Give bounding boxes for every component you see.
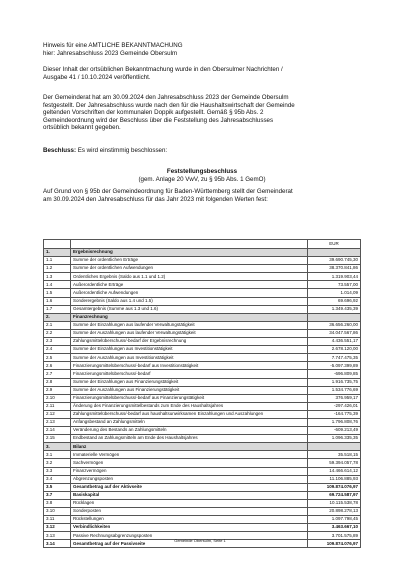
table-row [44, 459, 361, 467]
resolution-text: Es wird einstimmig beschlossen: [76, 147, 168, 154]
intro-line-1: Der Gemeinderat hat am 30.09.2024 den Jahresabschluss 2023 der Gemeinde Obersulm [43, 94, 289, 101]
row-label: Basiskapital [71, 491, 308, 499]
table-row [44, 346, 361, 354]
row-number: 3.11 [44, 516, 71, 524]
intro-line-2: festgestellt. Der Jahresabschluss wurde nach den für die Haushaltswirtschaft der Gemeinde [43, 101, 295, 109]
row-number: 1.4 [44, 281, 71, 289]
row-value: 35.518,15 [308, 451, 361, 459]
header [43, 42, 361, 57]
row-number: 3.7 [44, 491, 71, 499]
table-row [44, 435, 361, 443]
row-label: Immaterielle Vermögen [71, 451, 308, 459]
row-label: Endbestand an Zahlungsmitteln am Ende des Haushaltsjahres [71, 435, 308, 443]
table-row [44, 378, 361, 386]
row-value: 109.874.076,97 [308, 483, 361, 491]
row-label: Ergebnisrechnung [71, 249, 308, 257]
row-value: -5.097.399,89 [308, 362, 361, 370]
table-section-row [44, 249, 361, 257]
table-row [44, 281, 361, 289]
row-value: 11.106.885,93 [308, 475, 361, 483]
row-number: 1.2 [44, 265, 71, 273]
row-number: 3.3 [44, 467, 71, 475]
table-row [44, 329, 361, 337]
row-value: 1.916.735,75 [308, 378, 361, 386]
row-number: 3.2 [44, 459, 71, 467]
row-number: 2.3 [44, 338, 71, 346]
row-value: -609.213,49 [308, 427, 361, 435]
row-number: 2.15 [44, 435, 71, 443]
row-label: Zahlungsmittelüberschuss/-bedarf der Ergebnisrechnung [71, 338, 308, 346]
header-line-2: hier: Jahresabschluss 2023 Gemeinde Obersulm [43, 49, 178, 57]
row-number: 2. [44, 313, 71, 321]
table-header-row [44, 240, 361, 249]
row-label: Veränderung des Bestands an Zahlungsmitteln [71, 427, 308, 435]
row-label: Finanzierungsmittelüberschuss/-bedarf aus Finanzierungstätigkeit [71, 394, 308, 402]
row-number: 2.11 [44, 402, 71, 410]
row-label: Gesamtbetrag auf der Passivseite [71, 540, 308, 548]
row-number: 2.2 [44, 329, 71, 337]
row-value [308, 249, 361, 257]
row-number: 1.6 [44, 297, 71, 305]
table-row [44, 338, 361, 346]
row-number: 2.8 [44, 378, 71, 386]
row-number: 2.1 [44, 321, 71, 329]
table-row [44, 516, 361, 524]
row-value: 20.898.278,13 [308, 508, 361, 516]
row-label: Rücklagen [71, 499, 308, 507]
row-number: 3.13 [44, 532, 71, 540]
row-value: 1.349.435,39 [308, 305, 361, 313]
row-label: Bilanz [71, 443, 308, 451]
table-row [44, 508, 361, 516]
row-number: 3.8 [44, 499, 71, 507]
row-number: 3.4 [44, 475, 71, 483]
table-row [44, 483, 361, 491]
table-row [44, 499, 361, 507]
row-label: Finanzierungsmittelüberschuss/-bedarf aus Investitionstätigkeit [71, 362, 308, 370]
financial-table [43, 239, 361, 548]
row-label: Summe der Einzahlungen aus Investitionstätigkeit [71, 346, 308, 354]
row-value: 69.696,92 [308, 297, 361, 305]
resolution-title: Feststellungsbeschluss [166, 168, 238, 175]
row-number: 2.5 [44, 354, 71, 362]
row-number: 3.5 [44, 483, 71, 491]
row-label: Summe der Einzahlungen aus Finanzierungstätigkeit [71, 378, 308, 386]
table-row [44, 305, 361, 313]
row-number: 1.3 [44, 273, 71, 281]
row-label: Rückstellungen [71, 516, 308, 524]
row-value: 38.370.841,86 [308, 265, 361, 273]
row-number: 1.5 [44, 289, 71, 297]
row-value: 4.436.551,17 [308, 338, 361, 346]
row-label: Finanzvermögen [71, 467, 308, 475]
row-label: Abgrenzungsposten [71, 475, 308, 483]
row-value: -297.426,01 [308, 402, 361, 410]
row-value: 3.463.667,10 [308, 524, 361, 532]
table-section-row [44, 313, 361, 321]
row-value [308, 443, 361, 451]
table-row [44, 451, 361, 459]
row-number: 2.10 [44, 394, 71, 402]
row-value: 36.656.260,00 [308, 321, 361, 329]
row-value: 109.874.076,97 [308, 540, 361, 548]
row-number: 1.1 [44, 257, 71, 265]
table-row [44, 289, 361, 297]
table-row [44, 370, 361, 378]
row-number: 1. [44, 249, 71, 257]
row-label: Summe der Auszahlungen aus Investitionstätigkeit [71, 354, 308, 362]
publication-note-line-1: Dieser Inhalt der ortsüblichen Bekanntmachung wurde in den Obersulmer Nachrichten / [43, 66, 283, 73]
row-value: 39.690.745,30 [308, 257, 361, 265]
table-row [44, 418, 361, 426]
row-value: 14.466.614,12 [308, 467, 361, 475]
row-label: Sonderposten [71, 508, 308, 516]
row-label: Summe der Auszahlungen aus Finanzierungstätigkeit [71, 386, 308, 394]
row-value: 2.678.120,00 [308, 346, 361, 354]
publication-note-line-2: Ausgabe 41 / 10.10.2024 veröffentlicht. [43, 73, 151, 81]
table-row [44, 321, 361, 329]
row-value: -164.775,39 [308, 410, 361, 418]
resolution-heading [43, 168, 361, 183]
row-value: 69.724.587,97 [308, 491, 361, 499]
row-value: 1.534.776,69 [308, 386, 361, 394]
intro-paragraph [43, 94, 361, 132]
resolution-line-2: am 30.09.2024 den Jahresabschluss für das Jahr 2023 mit folgenden Werten fest: [43, 195, 268, 203]
resolution-label: Beschluss: [43, 147, 77, 154]
row-label: Anfangsbestand an Zahlungsmitteln [71, 418, 308, 426]
row-value: 376.959,17 [308, 394, 361, 402]
row-number: 2.14 [44, 427, 71, 435]
table-row [44, 491, 361, 499]
row-number: 3.12 [44, 524, 71, 532]
row-label: Finanzierungsmittelüberschuss/-bedarf [71, 370, 308, 378]
table-row [44, 386, 361, 394]
table-row [44, 273, 361, 281]
intro-line-3: geltenden Vorschriften der kommunalen Doppik aufgestellt. Gemäß § 95b Abs. 2 [43, 109, 264, 117]
row-value: 7.747.475,35 [308, 354, 361, 362]
table-row [44, 524, 361, 532]
row-number: 1.7 [44, 305, 71, 313]
row-label: Gesamtbetrag auf der Aktivseite [71, 483, 308, 491]
table-row [44, 394, 361, 402]
row-label: Passive Rechnungsabgrenzungsposten [71, 532, 308, 540]
row-number: 2.13 [44, 418, 71, 426]
row-number: 2.4 [44, 346, 71, 354]
table-row [44, 402, 361, 410]
row-value: 10.115.538,78 [308, 499, 361, 507]
row-number: 2.12 [44, 410, 71, 418]
row-label: Summe der ordentlichen Aufwendungen [71, 265, 308, 273]
table-row [44, 257, 361, 265]
header-line-1: Hinweis für eine AMTLICHE BEKANNTMACHUNG [43, 42, 183, 49]
page-footer: Gemeinde Obersulm, Seite 1 [174, 538, 226, 543]
table-row [44, 475, 361, 483]
intro-line-4: Gemeindeordnung wird der Beschluss über die Feststellung des Jahresabschlusses [43, 116, 274, 124]
resolution-subtitle: (gem. Anlage 20 VwV, zu § 95b Abs. 1 GemO) [138, 175, 266, 183]
row-number: 3.10 [44, 508, 71, 516]
table-row [44, 467, 361, 475]
row-value: 1.796.808,76 [308, 418, 361, 426]
row-label: Änderung des Finanzierungsmittelbestands zum Ende des Haushaltsjahres [71, 402, 308, 410]
row-value: 1.319.903,44 [308, 273, 361, 281]
row-label: Ordentliches Ergebnis (Saldo aus 1.1 und 1.2) [71, 273, 308, 281]
table-row [44, 362, 361, 370]
resolution-statement [43, 147, 361, 155]
table-row [44, 297, 361, 305]
resolution-text-block [43, 188, 361, 203]
row-value: 1.096.335,35 [308, 435, 361, 443]
row-value: -696.809,85 [308, 370, 361, 378]
table-section-row [44, 443, 361, 451]
row-label: Summe der ordentlichen Erträge [71, 257, 308, 265]
row-label: Summe der Einzahlungen aus laufender Verwaltungstätigkeit [71, 321, 308, 329]
intro-line-5: ortsüblich bekannt gegeben. [43, 124, 121, 132]
row-value: 1.097.798,45 [308, 516, 361, 524]
row-value: 3.701.575,89 [308, 532, 361, 540]
row-value: 73.557,00 [308, 281, 361, 289]
currency-header: EUR [308, 240, 361, 249]
row-label: Verbindlichkeiten [71, 524, 308, 532]
row-label: Außerordentliche Erträge [71, 281, 308, 289]
resolution-line-1: Auf Grund von § 95b der Gemeindeordnung für Baden-Württemberg stellt der Gemeinderat [43, 188, 293, 195]
table-row [44, 354, 361, 362]
publication-note [43, 66, 361, 81]
table-row [44, 265, 361, 273]
row-number: 2.6 [44, 362, 71, 370]
table-row [44, 427, 361, 435]
row-number: 2.7 [44, 370, 71, 378]
row-number: 2.9 [44, 386, 71, 394]
row-number: 3.1 [44, 451, 71, 459]
row-value [308, 313, 361, 321]
row-label: Finanzrechnung [71, 313, 308, 321]
row-label: Summe der Auszahlungen aus laufender Verwaltungstätigkeit [71, 329, 308, 337]
row-value: 59.394.057,78 [308, 459, 361, 467]
row-value: 1.014,09 [308, 289, 361, 297]
row-number: 3. [44, 443, 71, 451]
row-value: 34.047.567,86 [308, 329, 361, 337]
row-label: Außerordentliche Aufwendungen [71, 289, 308, 297]
row-label: Sonderergebnis (Saldo aus 1.4 und 1.5) [71, 297, 308, 305]
table-row [44, 410, 361, 418]
row-label: Sachvermögen [71, 459, 308, 467]
row-label: Zahlungsmittelüberschuss/-bedarf aus haushaltsunwirksamen Einzahlungen und Auszahlungen [71, 410, 308, 418]
row-label: Gesamtergebnis (Summe aus 1.3 und 1.6) [71, 305, 308, 313]
row-number: 3.14 [44, 540, 71, 548]
